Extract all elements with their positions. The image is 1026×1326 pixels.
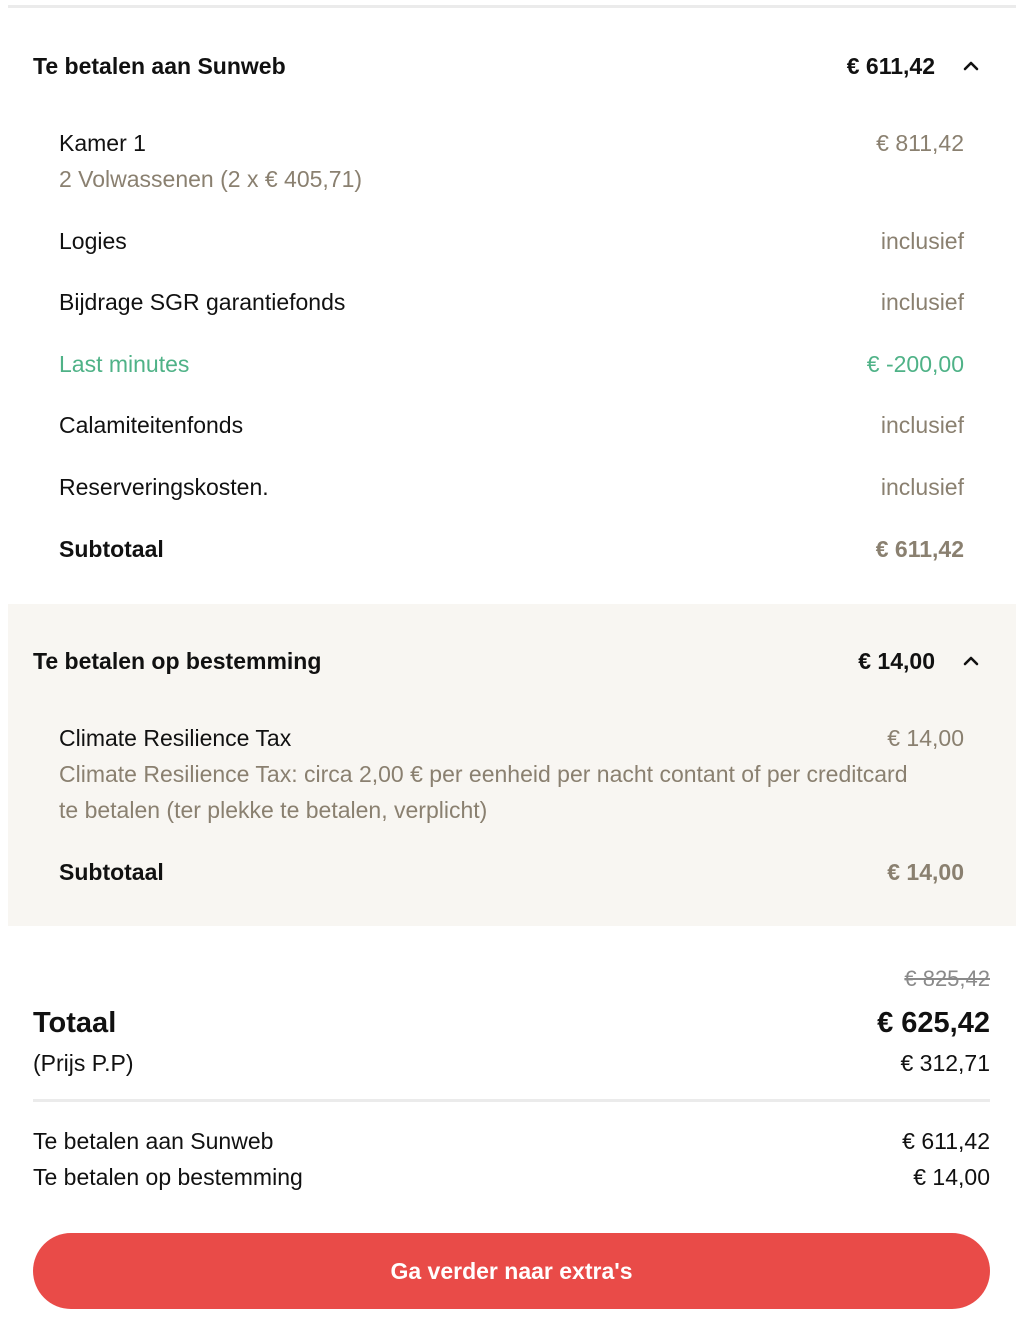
room-label: Kamer 1 xyxy=(59,130,146,156)
discount-value: € -200,00 xyxy=(866,351,964,377)
destination-payment-section xyxy=(8,604,1016,926)
destination-subtotal xyxy=(59,854,964,890)
price-line-logies xyxy=(59,223,964,259)
original-price: € 825,42 xyxy=(904,966,990,991)
subtotal-value: € 14,00 xyxy=(887,859,964,885)
price-per-person-label: (Prijs P.P) xyxy=(33,1050,134,1076)
summary-label: Te betalen op bestemming xyxy=(33,1164,303,1190)
price-line-value: inclusief xyxy=(880,412,964,438)
sunweb-payment-section xyxy=(8,8,1016,604)
discount-label: Last minutes xyxy=(59,351,190,377)
sunweb-subtotal xyxy=(59,531,964,567)
subtotal-label: Subtotaal xyxy=(59,536,164,562)
price-line-reserveringskosten xyxy=(59,469,964,505)
climate-tax-description: Climate Resilience Tax: circa 2,00 € per eenheid per nacht contant of per creditcard te betalen (ter plekke te betalen, verplicht) xyxy=(59,761,908,823)
totals-divider xyxy=(33,1099,990,1102)
subtotal-value: € 611,42 xyxy=(875,536,964,562)
climate-tax-label: Climate Resilience Tax xyxy=(59,725,292,751)
chevron-up-icon[interactable] xyxy=(959,54,983,78)
sunweb-section-title: Te betalen aan Sunweb xyxy=(33,52,286,79)
price-line-label: Reserveringskosten. xyxy=(59,474,269,500)
price-line-sgr xyxy=(59,284,964,320)
destination-section-title: Te betalen op bestemming xyxy=(33,647,322,674)
price-line-value: inclusief xyxy=(880,289,964,315)
price-line-last-minutes xyxy=(59,346,964,382)
room-line xyxy=(59,125,964,197)
sunweb-section-amount: € 611,42 xyxy=(846,52,935,79)
summary-row-sunweb xyxy=(33,1123,990,1159)
price-line-calamiteitenfonds xyxy=(59,407,964,443)
price-line-value: inclusief xyxy=(880,228,964,254)
destination-section-header[interactable] xyxy=(33,641,983,681)
continue-to-extras-button[interactable]: Ga verder naar extra's xyxy=(33,1233,990,1309)
price-line-label: Bijdrage SGR garantiefonds xyxy=(59,289,346,315)
subtotal-label: Subtotaal xyxy=(59,859,164,885)
summary-value: € 611,42 xyxy=(902,1128,990,1154)
summary-value: € 14,00 xyxy=(913,1164,990,1190)
total-value: € 625,42 xyxy=(877,1006,990,1039)
price-line-label: Logies xyxy=(59,228,127,254)
climate-tax-line xyxy=(59,720,964,828)
price-per-person-row xyxy=(33,1045,990,1081)
chevron-up-icon[interactable] xyxy=(959,649,983,673)
price-line-value: inclusief xyxy=(880,474,964,500)
total-row xyxy=(33,1003,990,1043)
room-detail: 2 Volwassenen (2 x € 405,71) xyxy=(59,166,363,192)
climate-tax-value: € 14,00 xyxy=(887,725,964,751)
price-line-label: Calamiteitenfonds xyxy=(59,412,244,438)
sunweb-section-header[interactable] xyxy=(33,46,983,86)
destination-section-amount: € 14,00 xyxy=(858,647,935,674)
summary-row-destination xyxy=(33,1159,990,1195)
price-per-person-value: € 312,71 xyxy=(900,1050,990,1076)
total-label: Totaal xyxy=(33,1006,117,1039)
room-value: € 811,42 xyxy=(876,130,964,156)
summary-label: Te betalen aan Sunweb xyxy=(33,1128,274,1154)
